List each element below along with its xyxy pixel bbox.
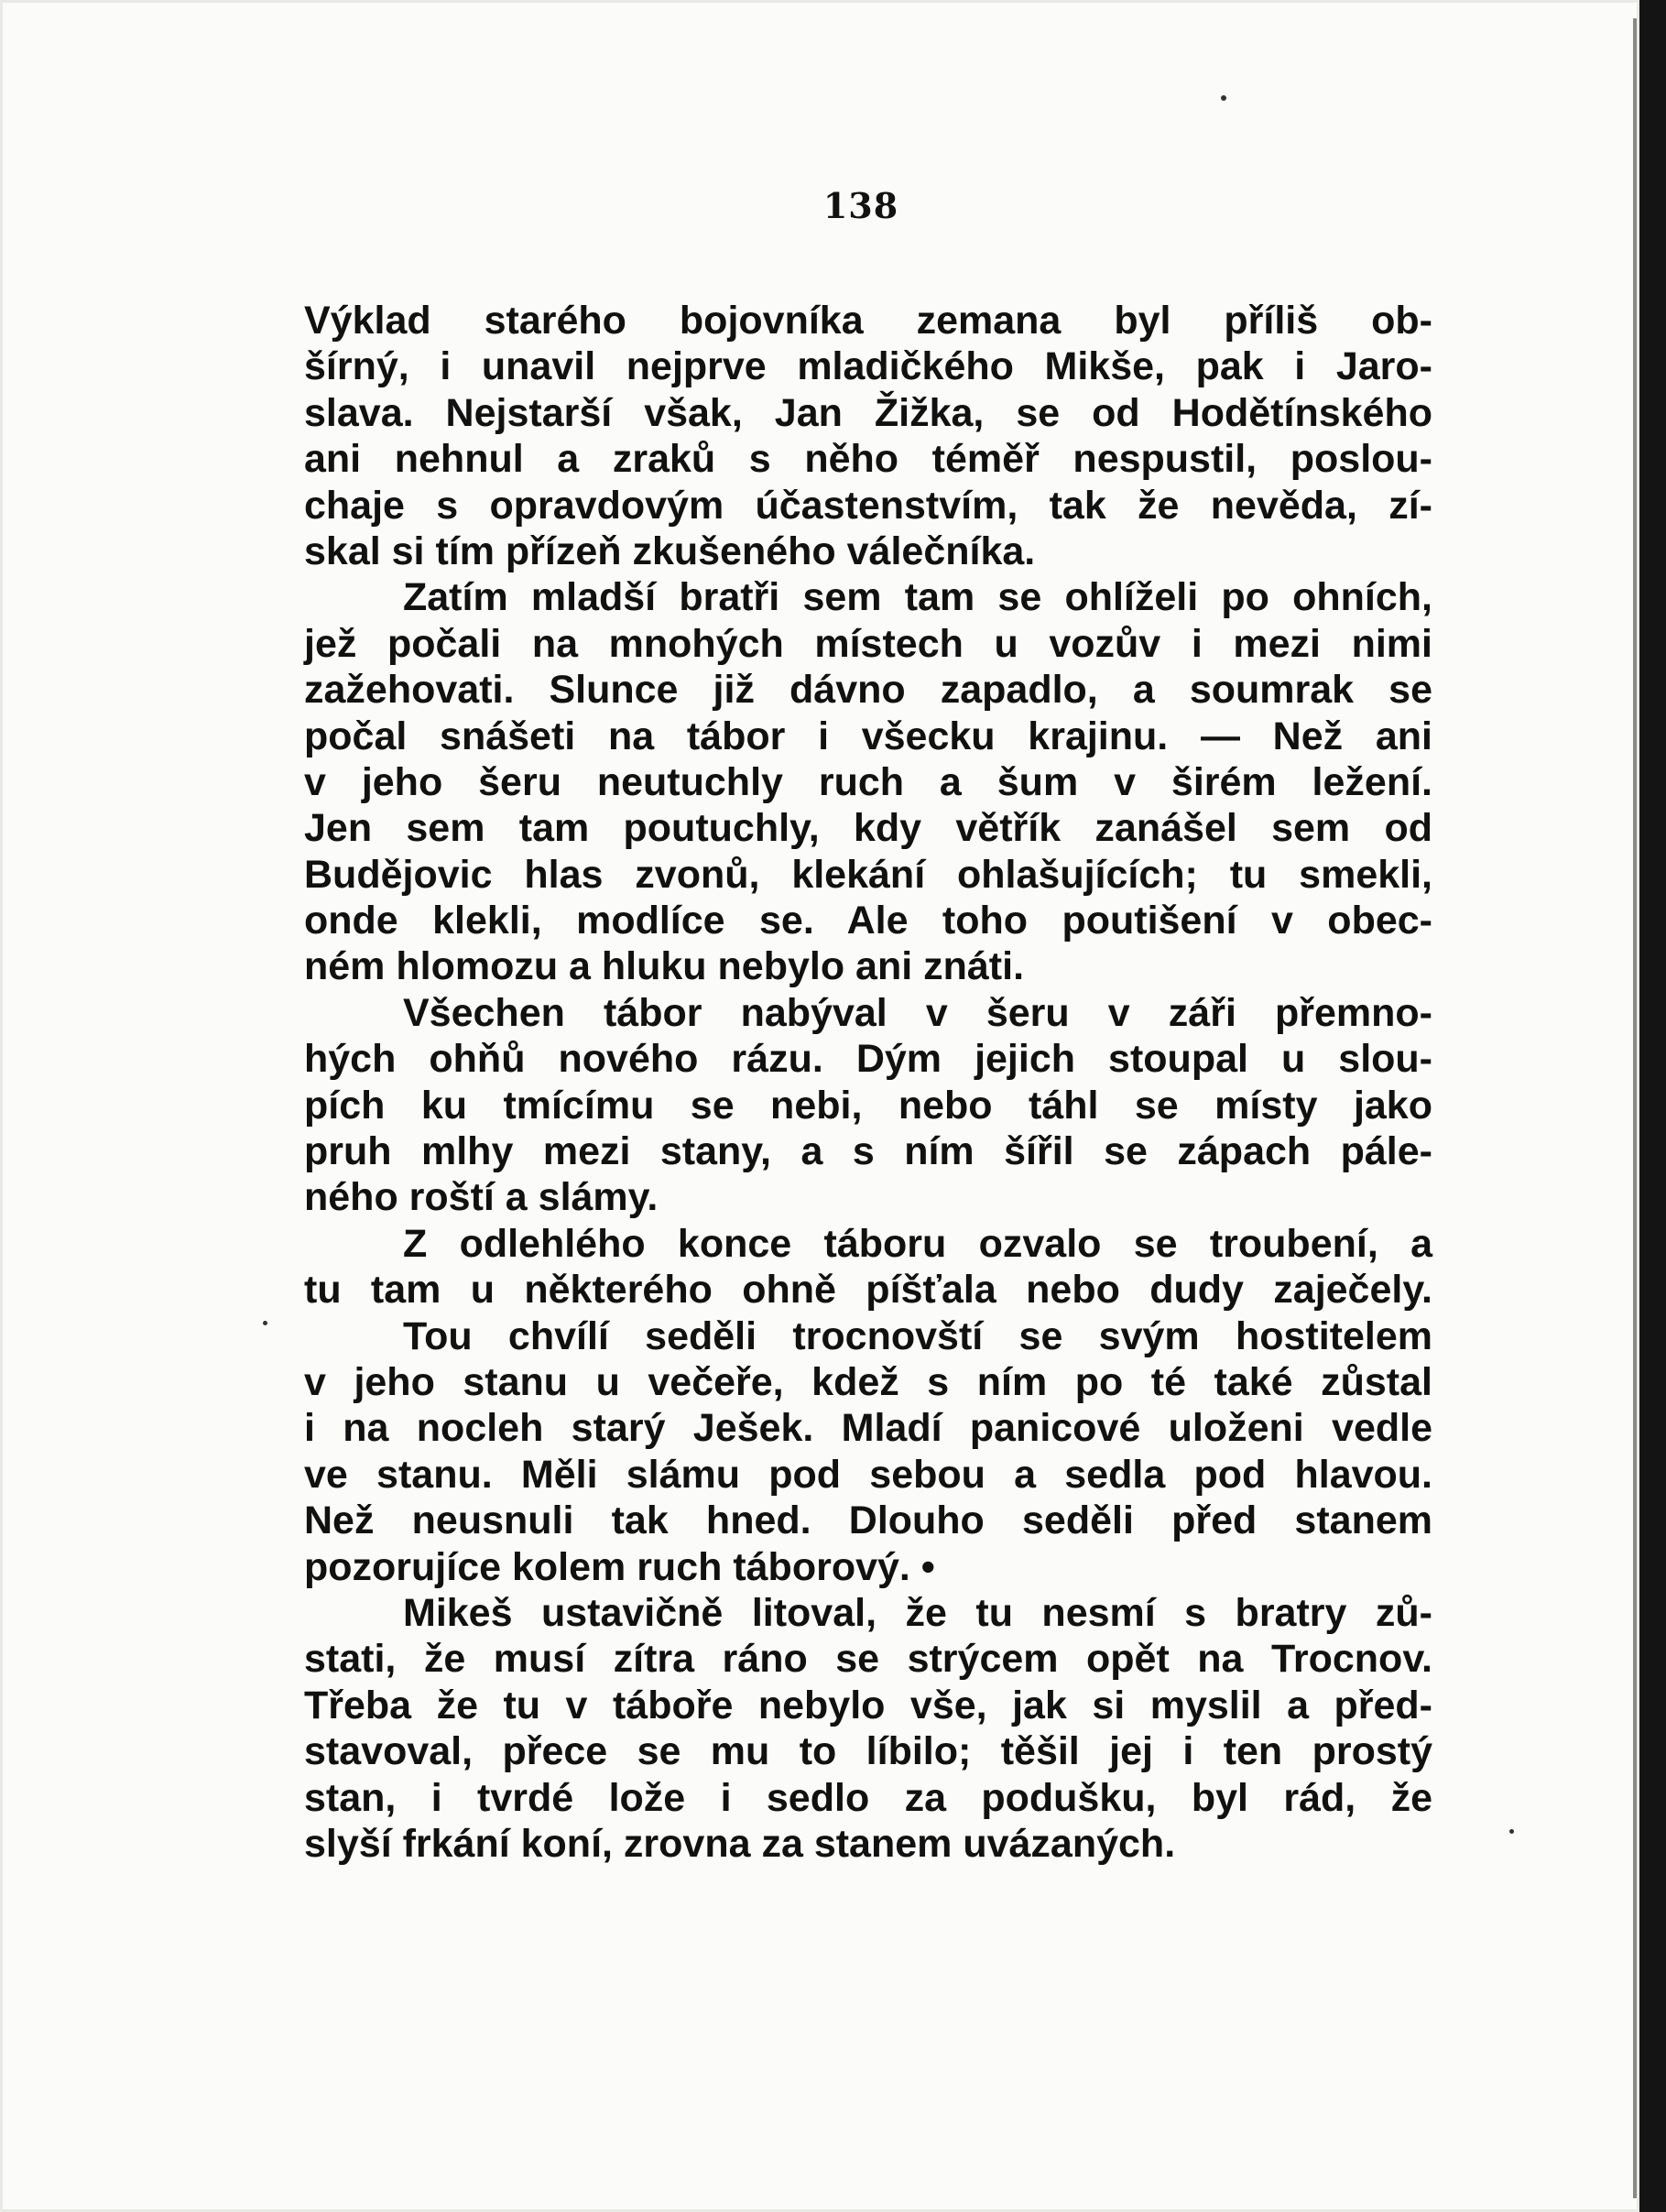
text-line: počal snášeti na tábor i všecku krajinu. — Než ani [304,714,1432,758]
text-line: Třeba že tu v táboře nebylo vše, jak si myslil a před- [304,1683,1432,1727]
text-line: zažehovati. Slunce již dávno zapadlo, a soumrak se [304,668,1432,713]
text-line: tu tam u některého ohně píšťala nebo dudy zaječely. [304,1268,1432,1313]
text-line: ani nehnul a zraků s něho téměř nespustil, poslou- [304,437,1432,482]
text-line: ném hlomozu a hluku nebylo ani znáti. [304,944,1025,989]
scan-speck [1221,95,1226,101]
text-line: chaje s opravdovým účastenstvím, tak že nevěda, zí- [304,483,1432,528]
text-line: hých ohňů nového rázu. Dým jejich stoupal u slou- [304,1037,1432,1082]
text-line: v jeho šeru neutuchly ruch a šum v širém ležení. [304,759,1432,804]
text-line: Tou chvílí seděli trocnovští se svým hostitelem [403,1313,1432,1358]
text-line: pích ku tmícímu se nebi, nebo táhl se místy jako [304,1083,1432,1128]
text-line: ve stanu. Měli slámu pod sebou a sedla pod hlavou. [304,1452,1432,1497]
text-line: onde klekli, modlíce se. Ale toho poutišení v obec- [304,899,1432,943]
text-line: v jeho stanu u večeře, kdež s ním po té také zůstal [304,1359,1432,1404]
text-line: Z odlehlého konce táboru ozvalo se troubení, a [403,1221,1432,1266]
text-line: pozorujíce kolem ruch táborový. • [304,1544,935,1589]
text-line: Budějovic hlas zvonů, klekání ohlašujících; tu smekli, [304,852,1432,897]
text-line: stavoval, přece se mu to líbilo; těšil jej i ten prostý [304,1729,1432,1774]
text-line: stati, že musí zítra ráno se strýcem opět na Trocnov. [304,1637,1432,1682]
text-line: slava. Nejstarší však, Jan Žižka, se od Hodětínského [304,390,1432,435]
text-line: skal si tím přízeň zkušeného válečníka. [304,528,1036,573]
scan-speck [263,1321,267,1325]
text-line: Výklad starého bojovníka zemana byl příliš ob- [304,299,1432,343]
text-line: Mikeš ustavičně litoval, že tu nesmí s bratry zů- [403,1590,1432,1635]
text-line: Než neusnuli tak hned. Dlouho seděli před stanem [304,1498,1432,1543]
text-line: Zatím mladší bratři sem tam se ohlíželi po ohních, [403,575,1432,620]
text-line: ného roští a slámy. [304,1175,659,1220]
text-line: jež počali na mnohých místech u vozův i mezi nimi [304,621,1432,666]
scan-border [1639,0,1666,2212]
text-line: šírný, i unavil nejprve mladičkého Mikše, pak i Jaro- [304,344,1432,389]
text-line: stan, i tvrdé lože i sedlo za podušku, byl rád, že [304,1775,1432,1820]
body-text [304,298,1432,1867]
text-line: Jen sem tam poutuchly, kdy větřík zanášel sem od [304,806,1432,851]
text-line: slyší frkání koní, zrovna za stanem uvázaných. [304,1821,1176,1866]
text-line: i na nocleh starý Ješek. Mladí panicové uloženi vedle [304,1406,1432,1451]
page-number: 138 [822,185,899,226]
text-line: pruh mlhy mezi stany, a s ním šířil se zápach pále- [304,1129,1432,1174]
text-line: Všechen tábor nabýval v šeru v záři přemno- [403,990,1432,1035]
page-edge-shadow [1633,18,1637,2198]
scan-speck [1509,1829,1514,1834]
